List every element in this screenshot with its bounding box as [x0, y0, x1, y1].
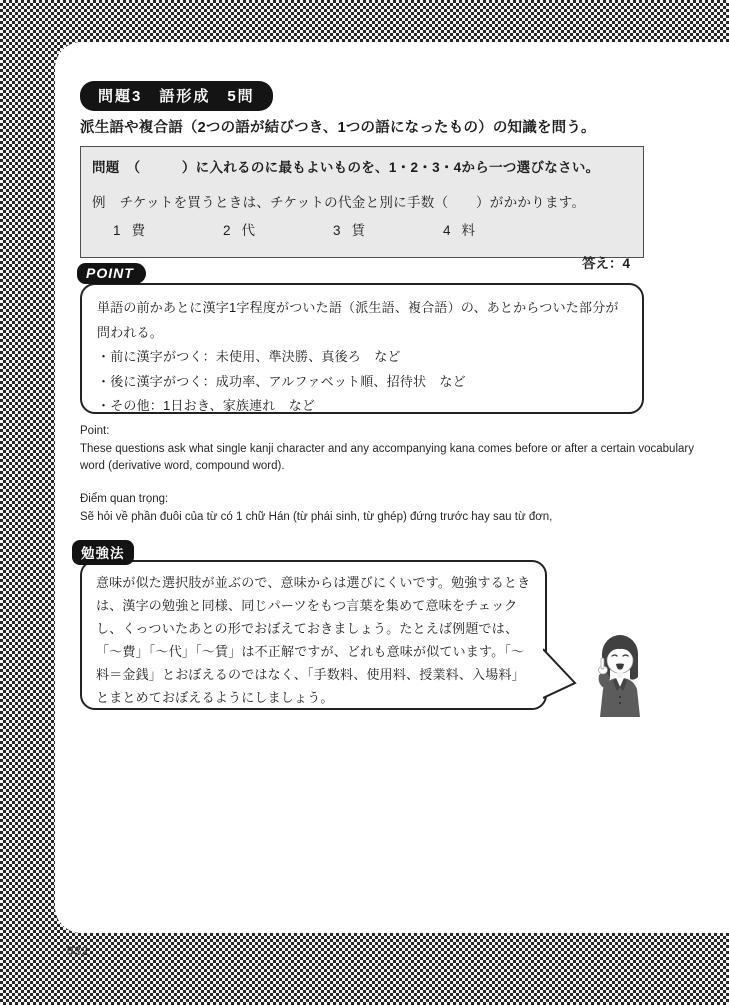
answer-options-row [92, 219, 632, 239]
point-bullet-2: ・後に漢字がつく：成功率、アルファベット順、招待状 など [97, 373, 466, 389]
point-bullet-3: ・その他：1日おき、家族連れ など [97, 398, 316, 413]
example-question-box [80, 146, 644, 271]
option-2 [223, 219, 333, 239]
option-1 [113, 219, 223, 239]
point-english-block [80, 423, 694, 476]
answer-text: 答え：4 [581, 256, 630, 271]
book-page [55, 42, 729, 933]
option-3-label: 賃 [351, 223, 366, 238]
option-4-label: 料 [461, 223, 476, 238]
option-3 [333, 219, 443, 239]
point-vietnamese-block [80, 491, 694, 526]
section-title-badge: 問題3 語形成 5問 [80, 81, 273, 111]
point-badge: POINT [77, 263, 146, 284]
question-instruction: 問題 （ ）に入れるのに最もよいものを、1・2・3・4から一つ選びなさい。 [92, 160, 600, 175]
option-4 [443, 219, 553, 239]
section-intro-text: 派生語や複合語（2つの語が結びつき、1つの語になったもの）の知識を問う。 [80, 120, 596, 136]
option-2-label: 代 [241, 223, 256, 238]
point-jp-text: 単語の前かあとに漢字1字程度がついた語（派生語、複合語）の、あとからついた部分が問われる。 [97, 300, 619, 340]
option-1-label: 費 [131, 223, 146, 238]
point-bullet-1: ・前に漢字がつく：未使用、準決勝、真後ろ など [97, 349, 401, 364]
option-4-number: 4 [443, 223, 451, 238]
study-jp-text: 意味が似た選択肢が並ぶので、意味からは選びにくいです。勉強するときは、漢字の勉強と同様、同じパーツをもつ言葉を集めて意味をチェックし、くっついたあとの形でおぼえておきましょう。たとえば例題では、「～費」「～代」「～賃」は不正解ですが、どれも意味が似ています。「～料＝金銭」とおぼえるのではなく、「手数料、使用料、授業料、入場料」とまとめておぼえるようにしましょう。 [96, 575, 531, 705]
point-vietnamese-label: Điểm quan trọng: [80, 493, 169, 505]
study-method-box [80, 560, 547, 710]
option-3-number: 3 [333, 223, 341, 238]
example-sentence: 例 チケットを買うときは、チケットの代金と別に手数（ ）がかかります。 [92, 195, 586, 210]
option-2-number: 2 [223, 223, 231, 238]
point-english-text: These questions ask what single kanji character and any accompanying kana comes before or after a certain vocabulary word (derivative word, compound word). [80, 442, 694, 472]
speech-bubble-pointer [543, 646, 581, 704]
study-method-badge: 勉強法 [72, 540, 134, 565]
point-box [80, 283, 644, 414]
page-number: 032 [67, 946, 90, 958]
option-1-number: 1 [113, 223, 121, 238]
teacher-illustration [586, 627, 654, 717]
point-english-label: Point: [80, 425, 110, 437]
point-vietnamese-text: Sẽ hỏi về phần đuôi của từ có 1 chữ Hán (từ phái sinh, từ ghép) đứng trước hay sau từ đơn, [80, 510, 553, 523]
